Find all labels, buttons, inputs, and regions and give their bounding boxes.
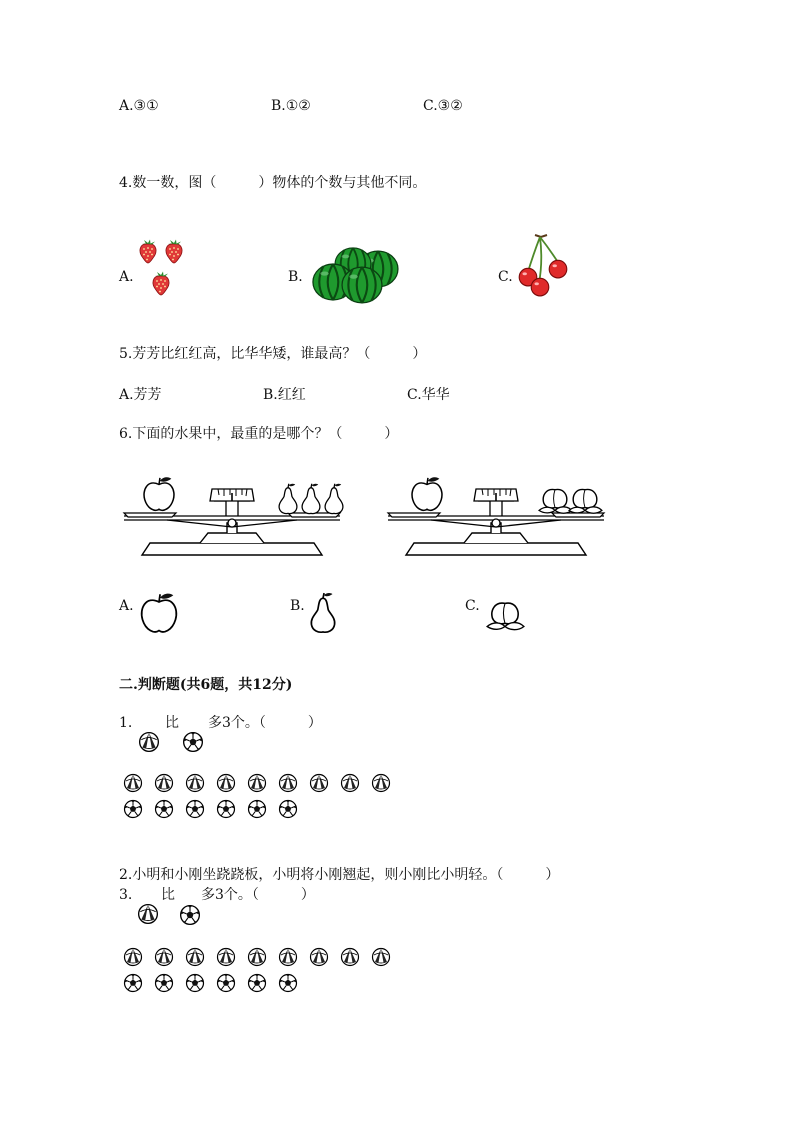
balance-scale-2 [386,471,618,561]
soccer-ball-icon [278,973,298,993]
q5-stem: 5.芳芳比红红高，比华华矮，谁最高？（ ） [119,346,427,362]
q4-option-a[interactable]: A. [119,269,134,285]
j1-bi: 比 [165,715,179,731]
q5-option-b[interactable]: B.红红 [263,387,306,403]
beach-ball-icon [154,773,174,793]
beach-ball-icon [185,773,205,793]
soccer-ball-icon [278,799,298,819]
section-2-title: 二.判断题(共6题，共12分) [119,677,293,693]
beach-ball-icon [247,947,267,967]
soccer-ball-icon [185,799,205,819]
beach-ball-icon [340,947,360,967]
q4-option-b[interactable]: B. [288,269,303,285]
beach-ball-icon [216,947,236,967]
peach-icon [484,598,526,634]
beach-ball-icon [309,947,329,967]
beach-ball-icon [123,947,143,967]
j3-soccer-ball-row [123,973,309,995]
soccer-ball-icon [216,799,236,819]
beach-ball-icon [137,903,159,925]
strawberries-image [136,237,192,303]
soccer-ball-icon [123,799,143,819]
j1-number: 1. [119,715,133,731]
soccer-ball-icon [123,973,143,993]
beach-ball-icon [138,731,160,753]
q4-option-c[interactable]: C. [498,269,513,285]
soccer-ball-icon [247,799,267,819]
q6-stem: 6.下面的水果中，最重的是哪个？（ ） [119,426,399,442]
beach-ball-icon [278,947,298,967]
q6-option-c[interactable]: C. [465,598,480,614]
beach-ball-icon [309,773,329,793]
soccer-ball-icon [154,973,174,993]
soccer-ball-icon [247,973,267,993]
apple-icon [135,591,183,635]
beach-ball-icon [123,773,143,793]
balance-scale-1 [122,471,354,561]
cherries-image [515,233,575,301]
beach-ball-icon [371,773,391,793]
soccer-ball-icon [154,799,174,819]
q3-option-b[interactable]: B.①② [271,98,311,114]
soccer-ball-icon [182,731,204,753]
q3-option-c[interactable]: C.③② [423,98,463,114]
beach-ball-icon [247,773,267,793]
beach-ball-icon [185,947,205,967]
soccer-ball-icon [185,973,205,993]
j3-number: 3. [119,887,133,903]
q6-option-b[interactable]: B. [290,598,305,614]
j1-beach-ball-row [123,773,402,795]
q5-option-c[interactable]: C.华华 [407,387,450,403]
q6-option-a[interactable]: A. [119,598,134,614]
j3-beach-ball-row [123,947,402,969]
j3-bi: 比 [161,887,175,903]
beach-ball-icon [154,947,174,967]
beach-ball-icon [216,773,236,793]
beach-ball-icon [371,947,391,967]
beach-ball-icon [340,773,360,793]
soccer-ball-icon [216,973,236,993]
q3-option-a[interactable]: A.③① [119,98,159,114]
j1-tail: 多3个。（ ） [208,715,322,731]
q4-stem: 4.数一数，图（ ）物体的个数与其他不同。 [119,175,427,191]
watermelons-image [309,247,404,305]
q5-option-a[interactable]: A.芳芳 [119,387,162,403]
j2-stem: 2.小明和小刚坐跷跷板，小明将小刚翘起，则小刚比小明轻。（ ） [119,867,560,883]
pear-icon [306,592,340,634]
j3-tail: 多3个。（ ） [201,887,315,903]
soccer-ball-icon [179,904,201,926]
j1-soccer-ball-row [123,799,309,821]
beach-ball-icon [278,773,298,793]
